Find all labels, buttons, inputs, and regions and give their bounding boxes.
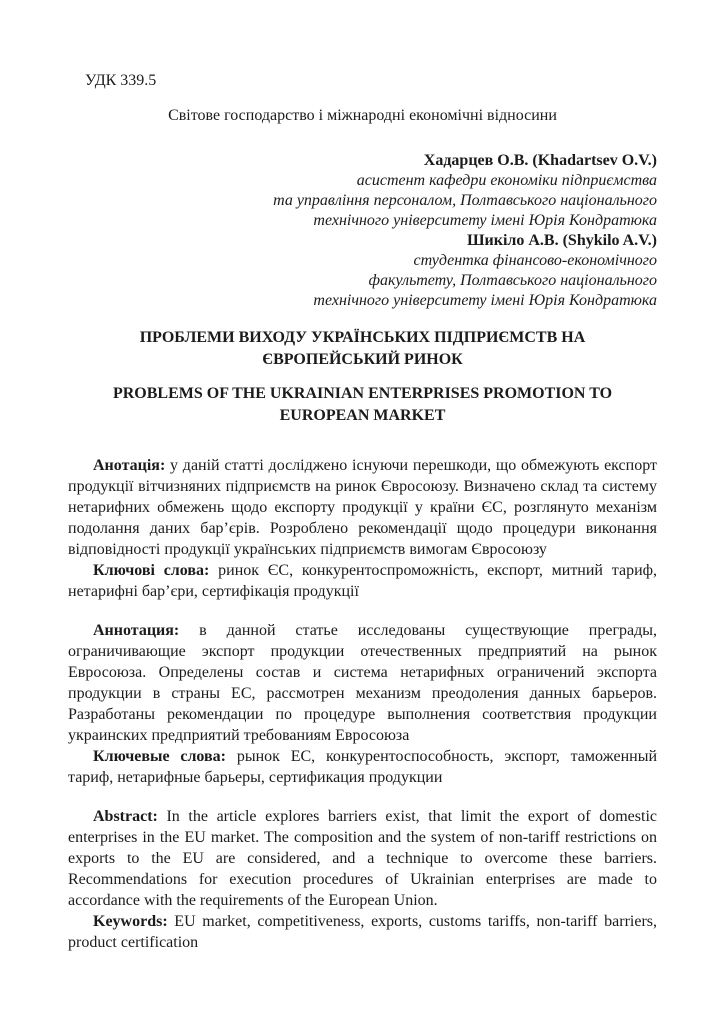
article-title-ukrainian-line-1: ПРОБЛЕМИ ВИХОДУ УКРАЇНСЬКИХ ПІДПРИЄМСТВ НА <box>139 329 586 346</box>
abstract-ukrainian <box>68 455 657 560</box>
keywords-ukrainian <box>68 560 657 602</box>
article-title-english-line-2: EUROPEAN MARKET <box>279 407 446 424</box>
keywords-english-label: Keywords: <box>93 913 168 930</box>
author-2-affiliation-line-2: факультету, Полтавського національного <box>368 272 657 289</box>
keywords-ukrainian-label: Ключові слова: <box>93 562 210 579</box>
article-title-ukrainian-line-2: ЄВРОПЕЙСЬКИЙ РИНОК <box>262 351 463 368</box>
keywords-english-text: EU market, competitiveness, exports, customs tariffs, non-tariff barriers, product certification <box>68 913 657 951</box>
author-1-affiliation-line-3: технічного університету імені Юрія Кондратюка <box>313 212 657 229</box>
journal-section-heading: Світове господарство і міжнародні економічні відносини <box>168 107 557 124</box>
author-1-affiliation-line-2: та управління персоналом, Полтавського національного <box>273 192 657 209</box>
keywords-russian-label: Ключевые слова: <box>93 748 227 765</box>
author-1-affiliation-line-1: асистент кафедри економіки підприємства <box>356 172 657 189</box>
abstract-ukrainian-label: Анотація: <box>93 457 166 474</box>
keywords-russian <box>68 746 657 788</box>
author-2-affiliation-line-3: технічного університету імені Юрія Кондратюка <box>313 292 657 309</box>
keywords-english <box>68 911 657 953</box>
authors-block <box>68 151 657 311</box>
abstract-russian-label: Аннотация: <box>93 622 180 639</box>
keywords-russian-text: рынок ЕС, конкурентоспособность, экспорт, таможенный тариф, нетарифные барьеры, сертификация продукции <box>68 748 658 786</box>
keywords-ukrainian-text: ринок ЄС, конкурентоспроможність, експорт, митний тариф, нетарифні бар’єри, сертифікація продукції <box>68 562 658 600</box>
abstract-english-text: In the article explores barriers exist, that limit the export of domestic enterprises in the EU market. The composition and the system of non-tariff restrictions on exports to the EU are considered, and a technique to overcome these barriers. Recommendations for execution procedures of Ukrainian enterprises are made to accordance with the requirements of the European Union. <box>68 808 657 909</box>
udc-code: УДК 339.5 <box>85 72 157 89</box>
abstract-english-label: Abstract: <box>93 808 158 825</box>
article-title-english-line-1: PROBLEMS OF THE UKRAINIAN ENTERPRISES PROMOTION TO <box>112 385 613 402</box>
abstract-russian <box>68 620 657 746</box>
abstract-english <box>68 806 657 911</box>
author-2-affiliation-line-1: студентка фінансово-економічного <box>413 252 657 269</box>
abstract-ukrainian-text: у даній статті досліджено існуючи перешкоди, що обмежують експорт продукції вітчизняних підприємств на ринок Євросоюзу. Визначено склад та систему нетарифних обмежень щодо експорту продукції у країни ЄС, розглянуто механізм подолання даних бар’єрів. Розроблено рекомендації щодо процедури виконання відповідності продукції українських підприємств вимогам Євросоюзу <box>68 457 657 558</box>
abstract-russian-text: в данной статье исследованы существующие преграды, ограничивающие экспорт продукции отечественных предприятий на рынок Евросоюза. Определены состав и система нетарифных ограничений экспорта продукции в страны ЕС, рассмотрен механизм преодоления данных барьеров. Разработаны рекомендации по процедуре выполнения соответствия продукции украинских предприятий требованиям Евросоюза <box>68 622 657 744</box>
author-name-2: Шикіло А.В. (Shykilo A.V.) <box>466 232 657 249</box>
author-name-1: Хадарцев О.В. (Khadartsev O.V.) <box>423 152 657 169</box>
article-title-ukrainian <box>68 327 657 371</box>
article-title-english <box>68 383 657 427</box>
